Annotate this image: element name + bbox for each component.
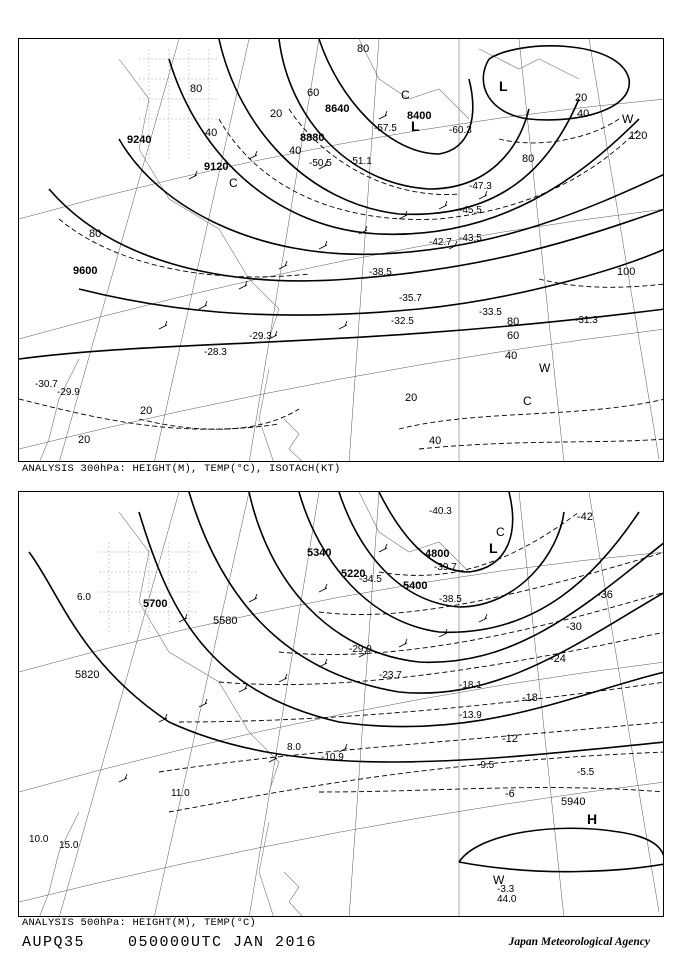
isotach-label: 60 bbox=[307, 87, 320, 99]
station-temp: -29.9 bbox=[57, 387, 80, 398]
high-center: H bbox=[587, 811, 598, 827]
valid-time: 050000UTC JAN 2016 bbox=[128, 934, 318, 951]
low-center: L bbox=[489, 540, 498, 556]
wind-barbs-300 bbox=[159, 111, 487, 339]
height-label: 5580 bbox=[213, 615, 238, 627]
temp-label: -24 bbox=[550, 653, 566, 665]
map-300hpa bbox=[19, 39, 664, 462]
station-label: -39.7 bbox=[434, 562, 457, 573]
station-label: -23.7 bbox=[379, 670, 402, 681]
isotach-label: 20 bbox=[575, 92, 588, 104]
station-temp: -42.7 bbox=[429, 237, 452, 248]
station-temp: -47.3 bbox=[469, 181, 492, 192]
isotach-label: 60 bbox=[507, 330, 520, 342]
station-label: -40.3 bbox=[429, 506, 452, 517]
station-label: -9.5 bbox=[477, 760, 495, 771]
cold-center: C bbox=[496, 525, 505, 539]
temp-label: -36 bbox=[597, 589, 613, 601]
height-contours-500 bbox=[29, 492, 664, 872]
isotach-label: 20 bbox=[140, 405, 153, 417]
low-center: L bbox=[499, 78, 508, 94]
isotach-label: 20 bbox=[405, 392, 418, 404]
temp-label: -30 bbox=[566, 621, 582, 633]
cold-center: C bbox=[229, 176, 238, 190]
height-label: 5820 bbox=[75, 669, 100, 681]
station-temp: -38.5 bbox=[369, 267, 392, 278]
station-label: 6.0 bbox=[77, 592, 91, 603]
height-label: 9600 bbox=[73, 265, 98, 277]
isotach-label: 20 bbox=[78, 434, 91, 446]
agency-name: Japan Meteorological Agency bbox=[508, 936, 650, 948]
height-label: 5700 bbox=[143, 598, 168, 610]
isotach-label: 80 bbox=[507, 316, 520, 328]
temp-label: -42 bbox=[577, 511, 593, 523]
station-temp: -50.5 bbox=[309, 158, 332, 169]
station-label: 44.0 bbox=[497, 894, 517, 905]
map-500hpa bbox=[19, 492, 664, 917]
temp-label: -18 bbox=[522, 692, 538, 704]
isotach-label: 40 bbox=[505, 350, 518, 362]
height-label: 5940 bbox=[561, 796, 586, 808]
cold-center: C bbox=[523, 394, 532, 408]
isotach-label: 100 bbox=[617, 266, 636, 278]
caption-500hpa: ANALYSIS 500hPa: HEIGHT(M), TEMP(°C) bbox=[22, 917, 257, 929]
station-label: 10.0 bbox=[29, 834, 49, 845]
caption-300hpa: ANALYSIS 300hPa: HEIGHT(M), TEMP(°C), ISOTACH(KT) bbox=[22, 463, 341, 475]
coastlines-500 bbox=[39, 492, 469, 917]
isotach-label: 120 bbox=[629, 130, 648, 142]
warm-center: W bbox=[539, 361, 551, 375]
height-label: 4800 bbox=[425, 548, 450, 560]
chart-300hpa bbox=[18, 38, 664, 462]
height-contours-300 bbox=[19, 39, 664, 359]
height-label: 8400 bbox=[407, 110, 432, 122]
station-label: -3.3 bbox=[497, 884, 515, 895]
station-temp: -30.7 bbox=[35, 379, 58, 390]
station-temp: -28.3 bbox=[204, 347, 227, 358]
station-temp: -32.5 bbox=[391, 316, 414, 327]
station-label: -13.9 bbox=[459, 710, 482, 721]
station-label: -29.9 bbox=[349, 644, 372, 655]
height-label: 8880 bbox=[300, 132, 325, 144]
station-temp: -51.1 bbox=[349, 156, 372, 167]
station-label: 11.0 bbox=[171, 788, 190, 799]
isotach-label: 80 bbox=[357, 43, 370, 55]
height-label: 5400 bbox=[403, 580, 428, 592]
graticule-500 bbox=[19, 492, 664, 917]
station-label: -18.1 bbox=[459, 680, 482, 691]
station-temp: -33.5 bbox=[479, 307, 502, 318]
low-center: L bbox=[411, 118, 420, 134]
station-temp: -60.3 bbox=[449, 125, 472, 136]
temp-label: -6 bbox=[505, 788, 515, 800]
warm-center: W bbox=[493, 873, 505, 887]
station-label: 15.0 bbox=[59, 840, 79, 851]
height-label: 8640 bbox=[325, 103, 350, 115]
station-temp: -29.3 bbox=[249, 331, 272, 342]
station-label: -10.9 bbox=[321, 752, 344, 763]
station-temp: -31.3 bbox=[575, 315, 598, 326]
chart-identifier: AUPQ35 bbox=[22, 934, 86, 951]
height-label: 9240 bbox=[127, 134, 152, 146]
isotach-label: 40 bbox=[205, 127, 218, 139]
warm-center: W bbox=[622, 112, 634, 126]
station-temp: -45.5 bbox=[459, 205, 482, 216]
station-temp: -43.5 bbox=[459, 233, 482, 244]
station-label: -38.5 bbox=[439, 594, 462, 605]
height-label: 5340 bbox=[307, 547, 332, 559]
isotach-label: 20 bbox=[270, 108, 283, 120]
height-label: 9120 bbox=[204, 161, 229, 173]
isotach-label: 80 bbox=[522, 153, 535, 165]
isotach-label: 40 bbox=[577, 108, 590, 120]
isotach-label: 40 bbox=[429, 435, 442, 447]
station-label: -5.5 bbox=[577, 767, 595, 778]
isotach-label: 40 bbox=[289, 145, 302, 157]
station-temp: -35.7 bbox=[399, 293, 422, 304]
isotach-label: 80 bbox=[89, 228, 102, 240]
isotach-label: 80 bbox=[190, 83, 203, 95]
chart-500hpa bbox=[18, 491, 664, 917]
cold-center: C bbox=[401, 88, 410, 102]
station-temp: -57.5 bbox=[374, 123, 397, 134]
temp-label: -12 bbox=[502, 733, 518, 745]
station-label: -34.5 bbox=[359, 574, 382, 585]
height-label: 5220 bbox=[341, 568, 366, 580]
station-label: 8.0 bbox=[287, 742, 301, 753]
